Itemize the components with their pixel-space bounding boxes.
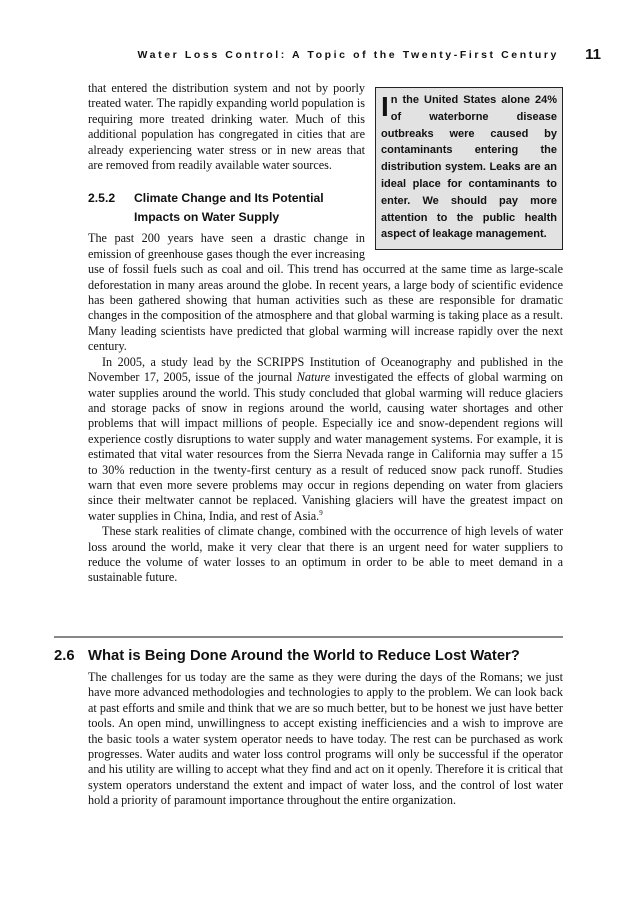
paragraph-3 (88, 355, 563, 524)
section-number: 2.6 (54, 648, 75, 664)
section-body (88, 670, 563, 809)
page-header (0, 46, 619, 69)
subsection-title-line1: Climate Change and Its Potential (134, 191, 324, 206)
section-title: What is Being Done Around the World to Reduce Lost Water? (88, 648, 520, 664)
section-divider (54, 636, 563, 638)
main-body (88, 81, 563, 586)
paragraph-3-start: In 2005, a study lead by the SCRIPPS Institution of Oceanography and published in the November 17, 2005, issue of the journal (88, 354, 563, 385)
footnote-marker: 9 (319, 508, 323, 517)
running-head: Water Loss Control: A Topic of the Twenty-First Century (137, 49, 559, 61)
paragraph-2: The past 200 years have seen a drastic change in emission of greenhouse gases though the ever increasing use of fossil fuels such as coal and oil. This trend has occurred at the same time as large-scale deforestation in many areas around the globe. In recent years, a large body of scientific evidence has been gathered showing that human activities such as these are responsible for dramatic changes in the composition of the atmosphere and that global warming is taking place as a result. Many leading scientists have predicted that global warming will increase rapidly over the next century. (88, 231, 563, 354)
page-number: 11 (585, 46, 601, 63)
journal-name: Nature (296, 370, 331, 385)
section-paragraph: The challenges for us today are the same as they were during the days of the Romans; we just have more advanced methodologies and technologies to apply to the problem. We can look back at past efforts and smile and think that we are so much better, but to be honest we just have better tools. An open mind, unwillingness to accept existing inefficiencies and a wish to improve are the basic tools a water system operator needs to have today. The rest can be purchased as work progresses. Water audits and water loss control programs will only be successful if the operator and his utility are willing to accept what they find and act on it openly. Therefore it is critical that system operators understand the extent and impact of water loss, and the control of lost water hold a priority of paramount importance throughout the entire organization. (88, 670, 563, 808)
paragraph-4: These stark realities of climate change, combined with the occurrence of high levels of water loss around the world, make it very clear that there is an urgent need for water suppliers to reduce the volume of water losses to an optimum in order to be able to meet demand in a sustainable future. (88, 524, 563, 585)
paragraph-3-end: investigated the effects of global warming on water supplies around the world. This study concluded that global warming will reduce glaciers and storage packs of snow in regions around the world, causing water shortages and other problems that will impact millions of people. Especially ice and snow-dependent regions will experience costly disruptions to water supply and water management systems. For example, it is estimated that vital water resources from the Sierra Nevada range in California may suffer a 15 to 30% reduction in the twenty-first century as a result of reduced snow pack runoff. Studies warn that even more severe problems may occur in regions depending on water from glaciers since their meltwater cannot be replaced. Vanishing glaciers will have the greatest impact on water supplies in China, India, and rest of Asia. (88, 370, 563, 523)
callout-box (375, 87, 563, 250)
subsection-title-line2: Impacts on Water Supply (134, 210, 280, 225)
callout-drop-cap: I (381, 91, 389, 122)
callout-text: n the United States alone 24% of waterborne disease outbreaks were caused by contaminants entering the distribution system. Leaks are an ideal place for contaminants to enter. We should pay more attention to the public health aspect of leakage management. (381, 94, 557, 241)
paragraph-1: that entered the distribution system and not by poorly treated water. The rapidly expanding world population is requiring more treated drinking water. Much of this additional population has congregated in cities that are already experiencing water stress or in new areas that are removed from readily available water sources. (88, 81, 365, 173)
subsection-number: 2.5.2 (88, 191, 116, 206)
section-heading (54, 646, 563, 666)
